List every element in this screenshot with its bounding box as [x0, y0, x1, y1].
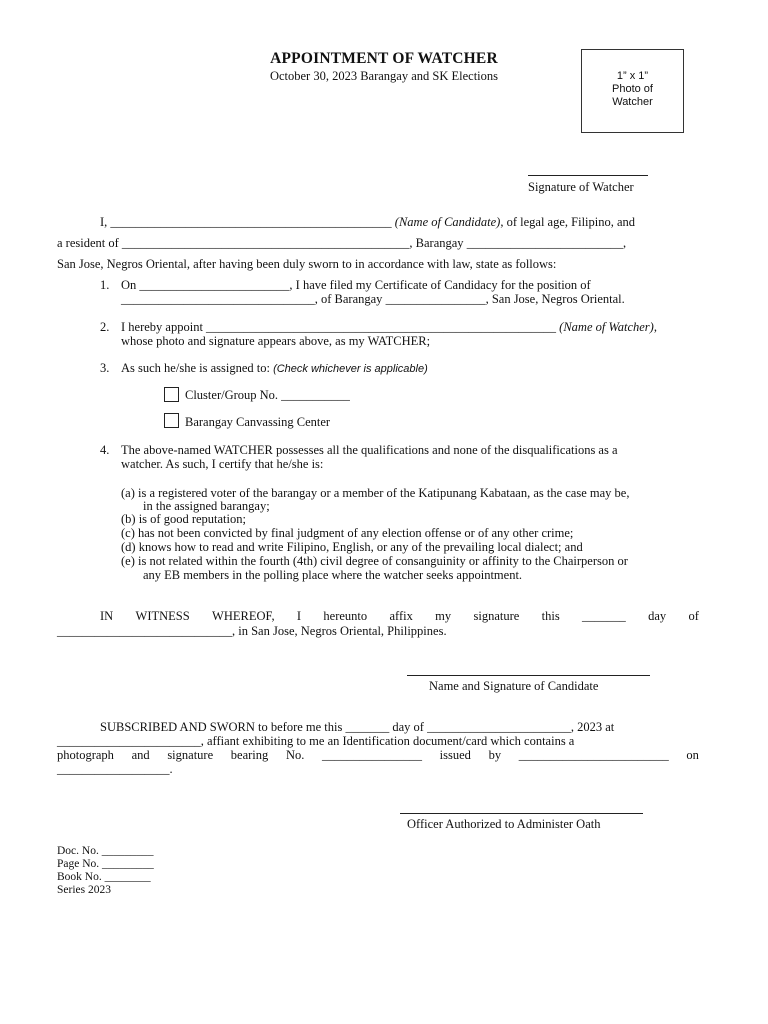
witness-line-2: ____________________________, in San Jose, Negros Oriental, Philippines.: [57, 624, 447, 638]
cluster-option-label: Cluster/Group No. ___________: [185, 388, 350, 402]
watcher-signature-label: Signature of Watcher: [528, 180, 634, 194]
officer-signature-line[interactable]: [400, 813, 643, 814]
intro-line-1: I, _____________________________________________ (Name of Candidate), of legal age, Filipino, and: [100, 215, 636, 229]
item-2-line-2: whose photo and signature appears above, as my WATCHER;: [121, 334, 431, 348]
filing-date-blank[interactable]: ________________________: [139, 278, 290, 292]
witness-day-blank[interactable]: _______: [582, 609, 626, 623]
intro-line-3: San Jose, Negros Oriental, after having been duly sworn to in accordance with law, state as follows:: [57, 257, 557, 271]
qualification-b: (b) is of good reputation;: [121, 512, 246, 526]
jurat-line-2: _______________________, affiant exhibiting to me an Identification document/card which contains a: [57, 734, 575, 748]
photo-of-label: Photo of: [612, 83, 653, 95]
item-4-line-2: watcher. As such, I certify that he/she is:: [121, 457, 324, 471]
item-1-barangay-blank[interactable]: ________________: [385, 292, 486, 306]
notarial-details: [57, 845, 154, 897]
qualification-e: (e) is not related within the fourth (4th) civil degree of consanguinity or affinity to the Chairperson or: [121, 554, 628, 568]
qualification-c: (c) has not been convicted by final judgment of any election offense or of any other crime;: [121, 526, 574, 540]
watcher-name-blank[interactable]: ________________________________________________________: [206, 320, 557, 334]
candidate-signature-line[interactable]: [407, 675, 650, 676]
residence-blank[interactable]: ______________________________________________: [121, 236, 410, 250]
issued-by-blank[interactable]: ________________________: [518, 748, 669, 762]
item-3-text: As such he/she is assigned to: (Check whichever is applicable): [121, 361, 428, 375]
qualification-d: (d) knows how to read and write Filipino, English, or any of the prevailing local dialect; and: [121, 540, 583, 554]
barangay-blank[interactable]: _________________________: [466, 236, 623, 250]
page-no: Page No. _________: [57, 858, 154, 870]
canvassing-option-label: Barangay Canvassing Center: [185, 415, 331, 429]
jurat-line-1: SUBSCRIBED AND SWORN to before me this _______ day of _______________________, 2023 at: [100, 720, 615, 734]
item-4-number: 4.: [100, 443, 110, 457]
candidate-signature-label: Name and Signature of Candidate: [429, 679, 599, 693]
cluster-checkbox[interactable]: [164, 387, 179, 402]
qualification-e-cont: any EB members in the polling place where the watcher seeks appointment.: [143, 568, 523, 582]
photo-watcher-label: Watcher: [612, 96, 653, 108]
watcher-signature-line[interactable]: [528, 175, 648, 176]
item-1-number: 1.: [100, 278, 110, 292]
item-1-line-1: On ________________________, I have filed my Certificate of Candidacy for the position of: [121, 278, 591, 292]
jurat-line-4[interactable]: __________________.: [57, 762, 173, 776]
book-no: Book No. ________: [57, 871, 151, 883]
candidate-name-blank[interactable]: _____________________________________________: [110, 215, 392, 229]
qualification-a-cont: in the assigned barangay;: [143, 499, 270, 513]
photo-size-label: 1” x 1”: [616, 70, 649, 82]
qualification-a: (a) is a registered voter of the barangay or a member of the Katipunang Kabataan, as the case may be,: [121, 486, 630, 500]
item-4-line-1: The above-named WATCHER possesses all the qualifications and none of the disqualifications as a: [121, 443, 618, 457]
intro-line-2: a resident of ______________________________________________, Barangay _________________________,: [57, 236, 627, 250]
witness-line-1: IN WITNESS WHEREOF, I hereunto affix my signature this _______ day of: [100, 609, 699, 623]
item-2-number: 2.: [100, 320, 110, 334]
document-subtitle: October 30, 2023 Barangay and SK Elections: [269, 69, 499, 83]
series: Series 2023: [57, 884, 111, 896]
id-number-blank[interactable]: ________________: [322, 748, 422, 762]
item-1-line-2: _______________________________, of Barangay ________________, San Jose, Negros Oriental.: [121, 292, 625, 306]
jurat-day-blank[interactable]: _______: [345, 720, 390, 734]
canvassing-center-checkbox[interactable]: [164, 413, 179, 428]
officer-signature-label: Officer Authorized to Administer Oath: [407, 817, 601, 831]
witness-month-blank[interactable]: ____________________________: [57, 624, 232, 638]
position-blank[interactable]: _______________________________: [121, 292, 315, 306]
doc-no: Doc. No. _________: [57, 845, 154, 857]
jurat-month-blank[interactable]: _______________________: [427, 720, 571, 734]
item-3-number: 3.: [100, 361, 110, 375]
photo-box[interactable]: [581, 49, 684, 133]
jurat-place-blank[interactable]: _______________________: [57, 734, 201, 748]
item-2-line-1: I hereby appoint ________________________________________________________ (Name of Watcher),: [121, 320, 657, 334]
document-title: APPOINTMENT OF WATCHER: [270, 50, 498, 67]
jurat-line-3: photograph and signature bearing No. ________________ issued by ________________________ on: [57, 748, 699, 762]
item-3-note: (Check whichever is applicable): [273, 363, 428, 375]
